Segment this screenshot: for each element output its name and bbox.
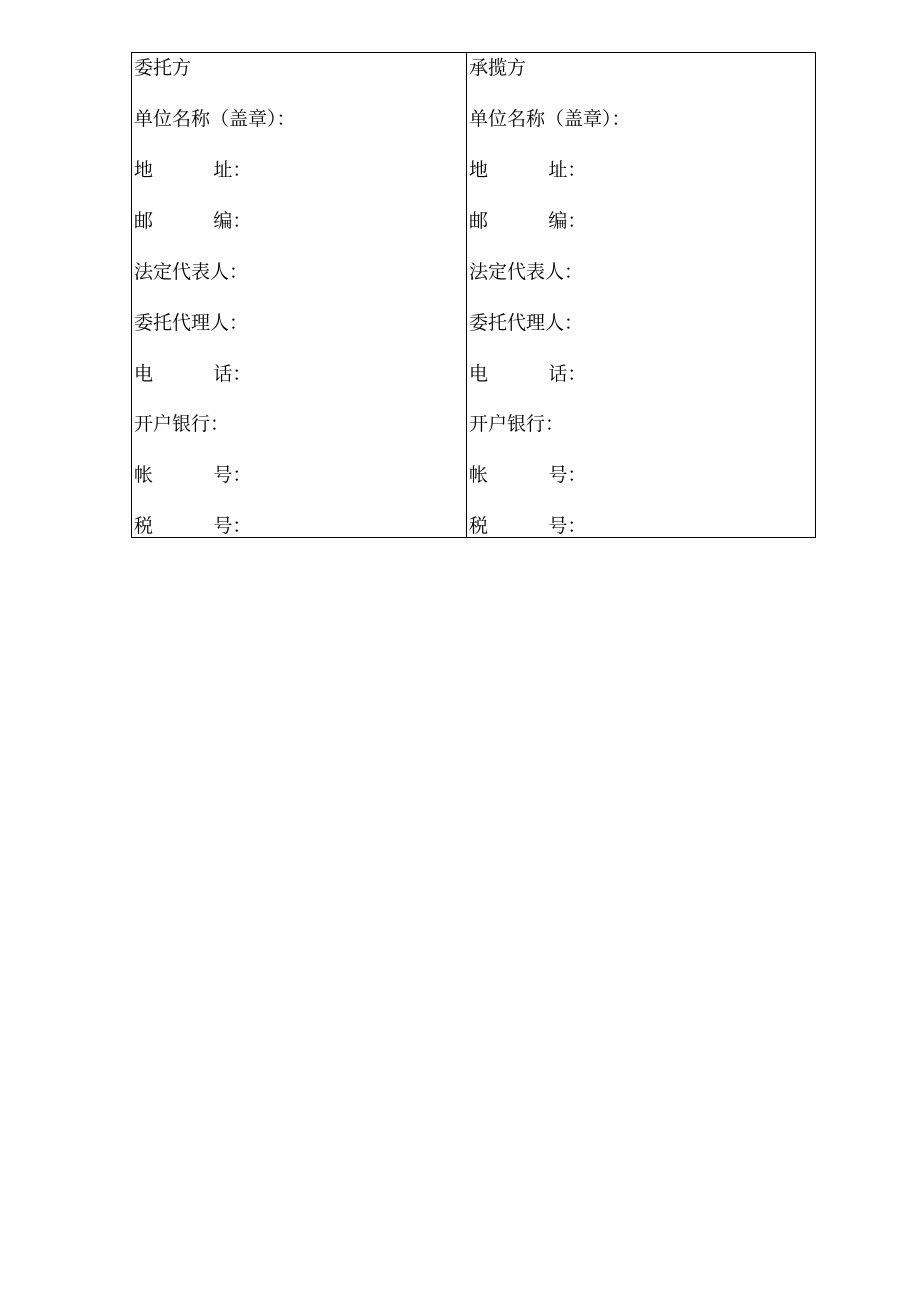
client-agent-label: 委托代理人： [134,312,249,334]
contractor-column [467,53,816,538]
signature-row [132,53,816,538]
client-phone-label: 电 话： [134,363,252,385]
contractor-postcode-label: 邮 编： [469,210,587,232]
client-tax-id-label: 税 号： [134,515,252,537]
contractor-heading: 承揽方 [469,57,527,79]
contractor-bank-label: 开户银行： [469,413,565,435]
client-legal-rep-label: 法定代表人： [134,261,249,283]
contractor-tax-id-label: 税 号： [469,515,587,537]
contractor-account-label: 帐 号： [469,464,587,486]
client-address-label: 地 址： [134,159,252,181]
contractor-legal-rep-label: 法定代表人： [469,261,584,283]
client-bank-label: 开户银行： [134,413,230,435]
contractor-phone-label: 电 话： [469,363,587,385]
contractor-unit-name-label: 单位名称（盖章）： [469,108,631,130]
client-unit-name-label: 单位名称（盖章）： [134,108,296,130]
contractor-agent-label: 委托代理人： [469,312,584,334]
client-account-label: 帐 号： [134,464,252,486]
client-column [132,53,467,538]
contractor-address-label: 地 址： [469,159,587,181]
client-heading: 委托方 [134,57,192,79]
client-postcode-label: 邮 编： [134,210,252,232]
signature-table [131,52,816,538]
